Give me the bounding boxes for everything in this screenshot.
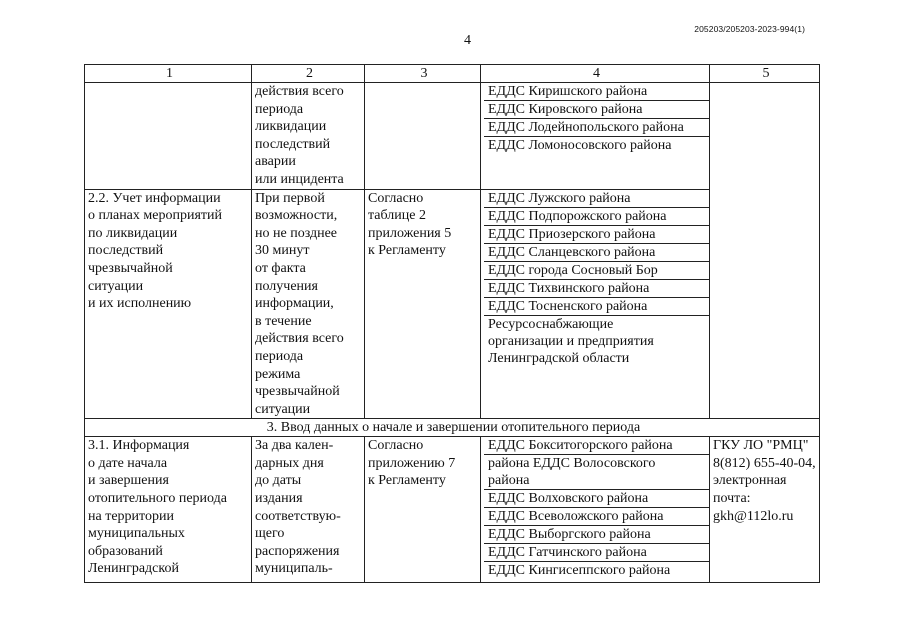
format-cell: Согласно таблице 2 приложения 5 к Регламенту — [365, 189, 481, 419]
dispatch-item: района ЕДДС Волосовского района — [484, 455, 709, 490]
dispatch-item: ЕДДС Лодейнопольского района — [484, 119, 709, 137]
dispatch-list — [481, 437, 710, 583]
dispatch-item: ЕДДС города Сосновый Бор — [484, 262, 709, 280]
deadline-cell: При первой возможности, но не позднее 30 минут от факта получения информации, в течение действия всего периода режима чрезвычайной ситуации — [252, 189, 365, 419]
dispatch-item: ЕДДС Сланцевского района — [484, 244, 709, 262]
dispatch-item: ЕДДС Бокситогорского района — [484, 437, 709, 455]
deadline-cell: За два кален- дарных дня до даты издания соответствую- щего распоряжения муниципаль- — [252, 437, 365, 583]
dispatch-item: Ресурсоснабжающие организации и предприятия Ленинградской области — [488, 316, 654, 366]
dispatch-item: ЕДДС Лужского района — [484, 190, 709, 208]
dispatch-item: ЕДДС Подпорожского района — [484, 208, 709, 226]
contact-cell-empty — [710, 83, 820, 419]
reporting-table — [84, 64, 820, 583]
page-number: 4 — [464, 33, 471, 48]
contact-cell: ГКУ ЛО "РМЦ" 8(812) 655-40-04, электронная почта: gkh@112lo.ru — [710, 437, 820, 583]
dispatch-item: ЕДДС Тосненского района — [484, 298, 709, 316]
dispatch-item: ЕДДС Кингисеппского района — [488, 563, 671, 579]
section-title: 3. Ввод данных о начале и завершении отопительного периода — [85, 419, 820, 437]
dispatch-item: ЕДДС Всеволожского района — [484, 508, 709, 526]
task-cell — [85, 83, 252, 190]
column-number: 2 — [252, 65, 365, 83]
dispatch-list — [481, 189, 710, 419]
table-row — [85, 83, 820, 190]
format-cell — [365, 83, 481, 190]
section-header-row — [85, 419, 820, 437]
deadline-cell: действия всего периода ликвидации последствий аварии или инцидента — [252, 83, 365, 190]
dispatch-item: ЕДДС Киришского района — [484, 83, 709, 101]
dispatch-item: ЕДДС Волховского района — [484, 490, 709, 508]
column-number: 3 — [365, 65, 481, 83]
column-number: 1 — [85, 65, 252, 83]
dispatch-item: ЕДДС Приозерского района — [484, 226, 709, 244]
column-number: 5 — [710, 65, 820, 83]
format-cell: Согласно приложению 7 к Регламенту — [365, 437, 481, 583]
dispatch-item: ЕДДС Гатчинского района — [484, 544, 709, 562]
table-row — [85, 437, 820, 583]
dispatch-item: ЕДДС Выборгского района — [484, 526, 709, 544]
dispatch-item: ЕДДС Кировского района — [484, 101, 709, 119]
column-number-row — [85, 65, 820, 83]
column-number: 4 — [481, 65, 710, 83]
task-cell: 3.1. Информация о дате начала и завершения отопительного периода на территории муниципальных образований Ленинградской — [85, 437, 252, 583]
dispatch-list — [481, 83, 710, 190]
task-cell: 2.2. Учет информации о планах мероприятий по ликвидации последствий чрезвычайной ситуации и их исполнению — [85, 189, 252, 419]
document-id: 205203/205203-2023-994(1) — [694, 24, 805, 34]
table-row — [85, 189, 820, 419]
dispatch-item: ЕДДС Ломоносовского района — [488, 138, 672, 153]
dispatch-item: ЕДДС Тихвинского района — [484, 280, 709, 298]
